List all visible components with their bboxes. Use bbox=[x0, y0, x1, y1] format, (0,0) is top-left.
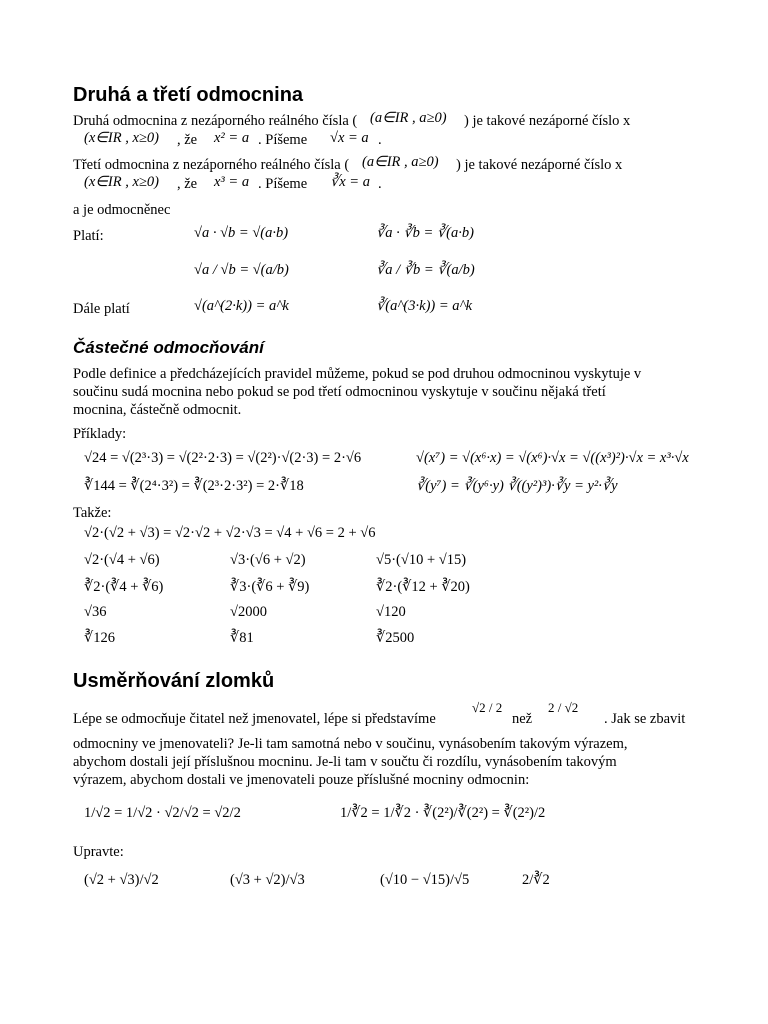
def-text: Druhá odmocnina z nezáporného reálného čísla ( bbox=[73, 113, 358, 129]
exercise-3-3: √120 bbox=[376, 604, 406, 620]
cond-a-2: (a∈IR , a≥0) bbox=[362, 154, 439, 170]
exercise-3-2: √2000 bbox=[230, 604, 267, 620]
task-4: 2/∛2 bbox=[522, 872, 550, 888]
cond-x-1-text: (x∈IR , x≥0) bbox=[84, 130, 159, 146]
exercise-2-2: ∛3·(∛6 + ∛9) bbox=[230, 579, 310, 595]
rationalize-para-line1: Lépe se odmocňuje čitatel než jmenovatel, lépe si představíme bbox=[73, 711, 436, 727]
rationalize-para-line3: abychom dostali její příslušnou mocninu. Je-li tam v součtu či rozdílu, vynásobením takovým bbox=[73, 754, 617, 770]
definition-square-root-line1 bbox=[73, 112, 357, 130]
exercise-1-2: √3·(√6 + √2) bbox=[230, 552, 306, 568]
def-ze-1: , že bbox=[177, 132, 198, 148]
cond-x-2: (x∈IR , x≥0) bbox=[84, 174, 159, 190]
definition-cube-root-line1: Třetí odmocnina z nezáporného reálného čísla ( bbox=[73, 157, 350, 173]
fraction-sqrt2-over-2: √2 / 2 bbox=[472, 700, 503, 715]
exercise-4-1: ∛126 bbox=[84, 630, 115, 646]
text-nez: než bbox=[512, 711, 533, 727]
task-3: (√10 − √15)/√5 bbox=[380, 872, 470, 888]
rule-product-cbrt: ∛a · ∛b = ∛(a·b) bbox=[376, 225, 474, 241]
exercise-4-2: ∛81 bbox=[230, 630, 254, 646]
exercise-1-3: √5·(√10 + √15) bbox=[376, 552, 467, 568]
example-cbrty7: ∛(y⁷) = ∛(y⁶·y) ∛((y²)³)·∛y = y²·∛y bbox=[416, 478, 618, 494]
radicand-note: a je odmocněnec bbox=[73, 202, 171, 218]
rule-quotient-cbrt: ∛a / ∛b = ∛(a/b) bbox=[376, 262, 475, 278]
fraction-2-over-sqrt2: 2 / √2 bbox=[548, 700, 579, 715]
label-takze: Takže: bbox=[73, 505, 112, 521]
example-sqrtx7: √(x⁷) = √(x⁶·x) = √(x⁶)·√x = √((x³)²)·√x = x³·√x bbox=[416, 450, 689, 466]
rationalize-para-line1b: . Jak se zbavit bbox=[604, 711, 686, 727]
cond-a-1-text: (a∈IR , a≥0) bbox=[370, 110, 447, 126]
rule-product-sqrt: √a · √b = √(a·b) bbox=[194, 225, 289, 241]
def-text-3: ) je takové nezáporné číslo x bbox=[456, 157, 623, 173]
def-ze-2: , že bbox=[177, 176, 198, 192]
eq-x2-a: x² = a bbox=[214, 130, 250, 146]
exercise-3-1: √36 bbox=[84, 604, 107, 620]
label-plati: Platí: bbox=[73, 228, 104, 244]
section-title-partial: Částečné odmocňování bbox=[73, 338, 264, 357]
cond-x-1 bbox=[84, 130, 159, 147]
label-priklady: Příklady: bbox=[73, 426, 127, 442]
example-distribute: √2·(√2 + √3) = √2·√2 + √2·√3 = √4 + √6 = 2 + √6 bbox=[84, 525, 376, 541]
def-text-2: ) je takové nezáporné číslo x bbox=[464, 113, 631, 129]
eq-sqrtx-a: √x = a bbox=[330, 130, 369, 146]
task-1: (√2 + √3)/√2 bbox=[84, 872, 159, 888]
partial-para-line3: mocnina, částečně odmocnit. bbox=[73, 402, 242, 418]
partial-para-line2: součinu sudá mocnina nebo pokud se pod třetí odmocninou vyskytuje v součinu nějaká třetí bbox=[73, 384, 606, 400]
def-piseme-1: . Píšeme bbox=[258, 132, 308, 148]
example-cbrt144: ∛144 = ∛(2⁴·3²) = ∛(2³·2·3²) = 2·∛18 bbox=[84, 478, 304, 494]
rationalize-example-cbrt: 1/∛2 = 1/∛2 · ∛(2²)/∛(2²) = ∛(2²)/2 bbox=[340, 805, 546, 821]
rationalize-example-sqrt: 1/√2 = 1/√2 · √2/√2 = √2/2 bbox=[84, 805, 241, 821]
rationalize-para-line4: výrazem, abychom dostali ve jmenovateli pouze příslušné mocniny odmocnin: bbox=[73, 772, 530, 788]
eq-cbrtx-a: ∛x = a bbox=[330, 174, 370, 190]
eq-x3-a: x³ = a bbox=[214, 174, 250, 190]
section-title-rationalize: Usměrňování zlomků bbox=[73, 670, 275, 692]
label-upravte: Upravte: bbox=[73, 844, 124, 860]
exercise-1-1: √2·(√4 + √6) bbox=[84, 552, 160, 568]
partial-para-line1: Podle definice a předcházejících pravidel můžeme, pokud se pod druhou odmocninou vyskytuje v bbox=[73, 366, 642, 382]
rule-quotient-sqrt: √a / √b = √(a/b) bbox=[194, 262, 289, 278]
def-piseme-2: . Píšeme bbox=[258, 176, 308, 192]
def-dot-1: . bbox=[378, 132, 382, 148]
task-2: (√3 + √2)/√3 bbox=[230, 872, 305, 888]
def-dot-2: . bbox=[378, 176, 382, 192]
rule-power-cbrt: ∛(a^(3·k)) = a^k bbox=[376, 298, 473, 314]
exercise-2-1: ∛2·(∛4 + ∛6) bbox=[84, 579, 164, 595]
rule-power-sqrt: √(a^(2·k)) = a^k bbox=[194, 298, 289, 314]
exercise-2-3: ∛2·(∛12 + ∛20) bbox=[376, 579, 470, 595]
exercise-4-3: ∛2500 bbox=[376, 630, 415, 646]
label-dale-plati: Dále platí bbox=[73, 301, 130, 317]
section-title-roots: Druhá a třetí odmocnina bbox=[73, 84, 304, 106]
cond-a-1 bbox=[370, 110, 447, 127]
example-sqrt24: √24 = √(2³·3) = √(2²·2·3) = √(2²)·√(2·3) = 2·√6 bbox=[84, 450, 362, 466]
rationalize-para-line2: odmocniny ve jmenovateli? Je-li tam samotná nebo v součinu, vynásobením takovým výrazem, bbox=[73, 736, 628, 752]
